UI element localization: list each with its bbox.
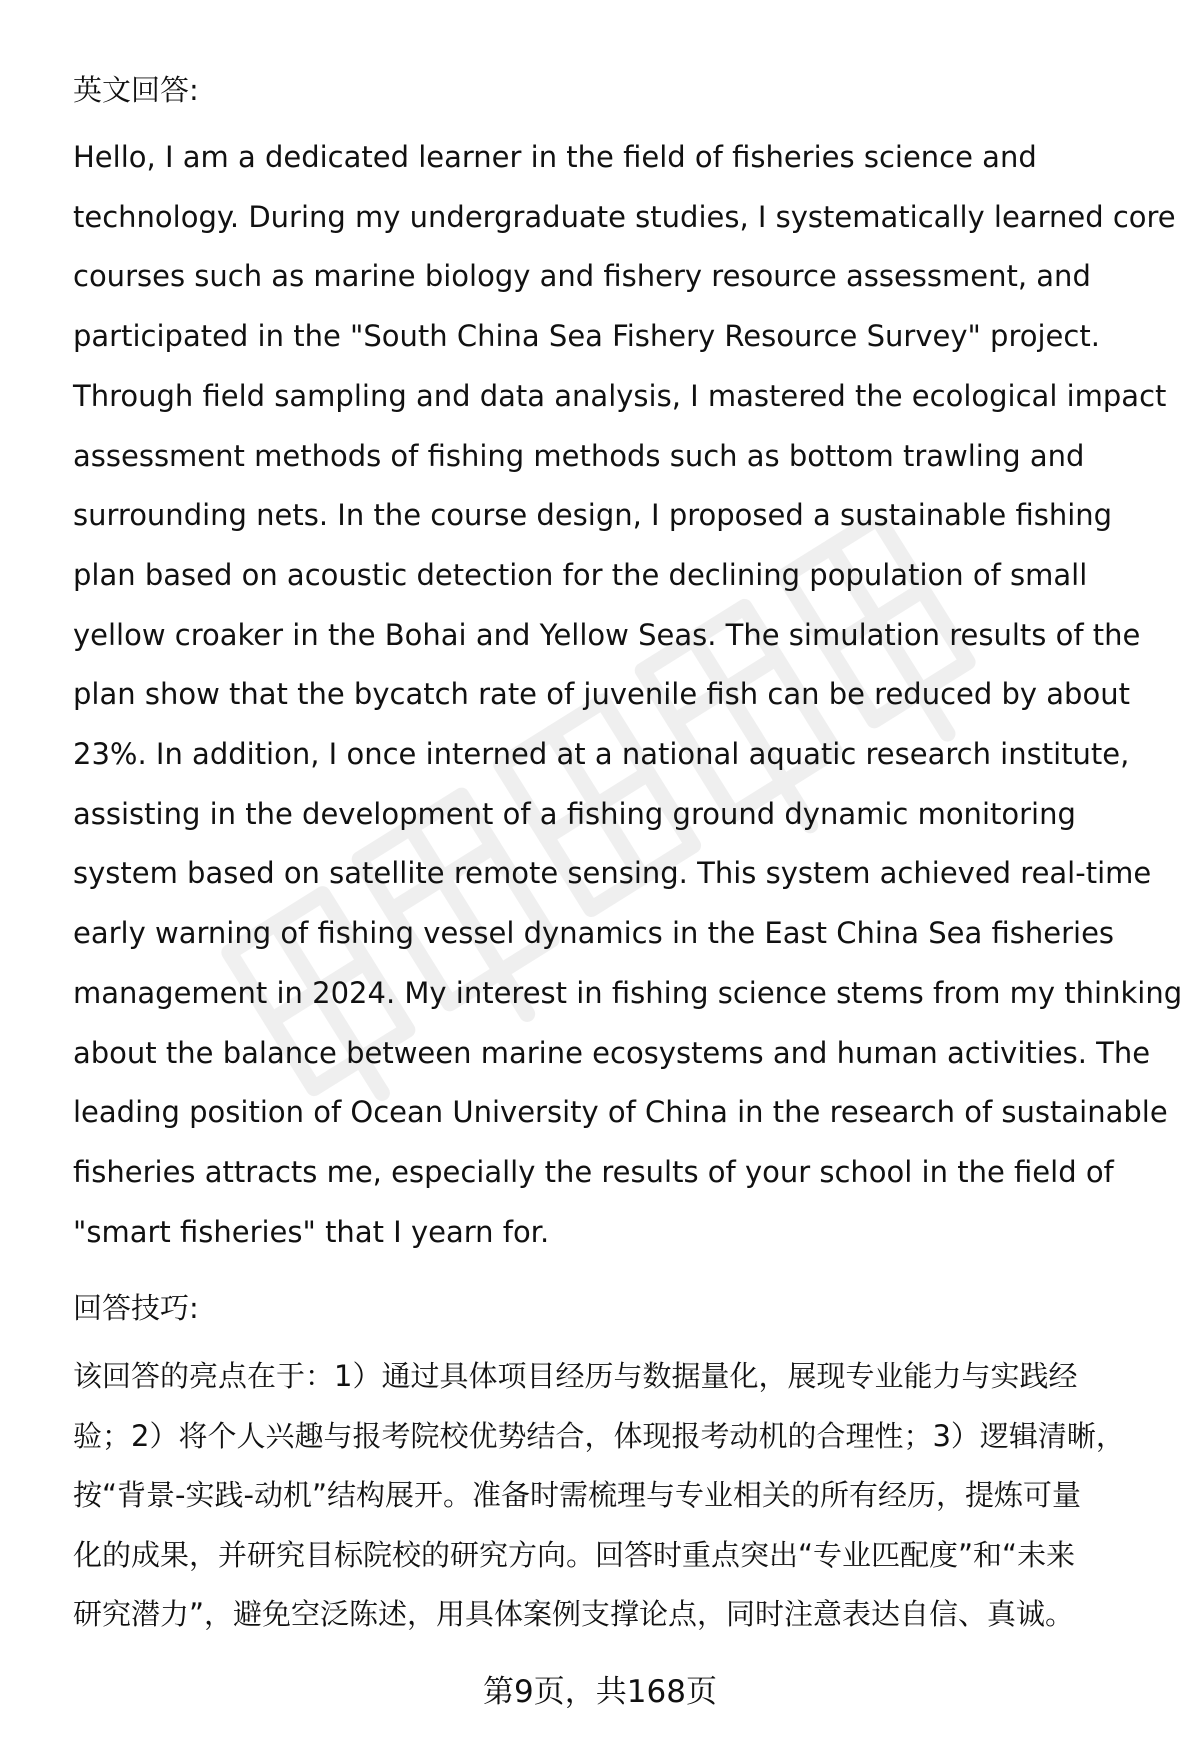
answer-line: early warning of fishing vessel dynamics in the East China Sea fisheries	[73, 916, 1115, 951]
answer-line: technology. During my undergraduate studies, I systematically learned core	[73, 199, 1176, 234]
answer-line: "smart fisheries" that I yearn for.	[73, 1214, 550, 1249]
answer-line: about the balance between marine ecosystems and human activities. The	[73, 1035, 1151, 1070]
answer-line: participated in the "South China Sea Fishery Resource Survey" project.	[73, 319, 1100, 354]
tips-body	[73, 1347, 1143, 1645]
answer-line: assessment methods of fishing methods such as bottom trawling and	[73, 438, 1085, 473]
tips-line: 化的成果，并研究目标院校的研究方向。回答时重点突出“专业匹配度”和“未来	[73, 1537, 1076, 1572]
answer-line: leading position of Ocean University of China in the research of sustainable	[73, 1095, 1168, 1130]
tips-line: 按“背景-实践-动机”结构展开。准备时需梳理与专业相关的所有经历，提炼可量	[73, 1478, 1081, 1513]
tips-line: 研究潜力”，避免空泛陈述，用具体案例支撑论点，同时注意表达自信、真诚。	[73, 1597, 1075, 1632]
answer-line: assisting in the development of a fishing ground dynamic monitoring	[73, 796, 1076, 831]
tips-line: 该回答的亮点在于：1）通过具体项目经历与数据量化，展现专业能力与实践经	[73, 1359, 1078, 1393]
answer-line: courses such as marine biology and fishery resource assessment, and	[73, 259, 1091, 294]
answer-line: Hello, I am a dedicated learner in the field of fisheries science and	[73, 140, 1037, 174]
answer-line: yellow croaker in the Bohai and Yellow Seas. The simulation results of the	[73, 617, 1141, 652]
tips-line: 验；2）将个人兴趣与报考院校优势结合，体现报考动机的合理性；3）逻辑清晰，	[73, 1418, 1125, 1453]
english-answer-heading: 英文回答:	[73, 73, 199, 107]
answer-line: fisheries attracts me, especially the results of your school in the field of	[73, 1154, 1114, 1189]
answer-line: system based on satellite remote sensing. This system achieved real-time	[73, 856, 1152, 891]
english-answer-body	[73, 128, 1183, 1262]
answer-line: 23%. In addition, I once interned at a national aquatic research institute,	[73, 737, 1130, 772]
answer-line: surrounding nets. In the course design, I proposed a sustainable fishing	[73, 498, 1113, 533]
page-number-footer: 第9页，共168页	[483, 1674, 717, 1710]
tips-heading: 回答技巧:	[73, 1291, 199, 1325]
answer-line: Through field sampling and data analysis, I mastered the ecological impact	[73, 378, 1167, 413]
answer-line: plan based on acoustic detection for the declining population of small	[73, 557, 1088, 592]
answer-line: management in 2024. My interest in fishing science stems from my thinking	[73, 975, 1183, 1010]
answer-line: plan show that the bycatch rate of juvenile fish can be reduced by about	[73, 677, 1130, 712]
